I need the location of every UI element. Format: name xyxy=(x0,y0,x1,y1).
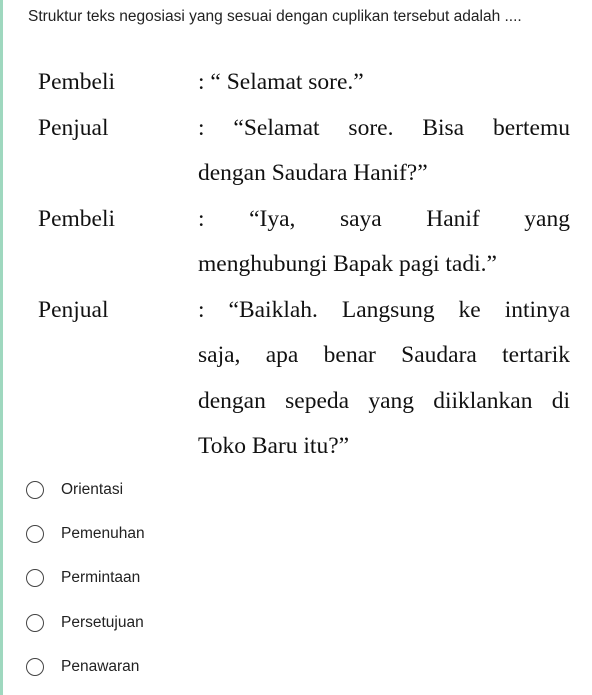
utterance-line: : “ Selamat sore.” xyxy=(198,69,364,95)
utterance xyxy=(198,60,570,106)
speaker-label: Penjual xyxy=(38,296,109,323)
utterance-line: dengan Saudara Hanif?” xyxy=(198,160,428,186)
speaker-label: Penjual xyxy=(38,114,109,141)
utterance-line: : “Iya, saya Hanif yang xyxy=(198,205,570,232)
left-accent-bar xyxy=(0,0,3,695)
dialog-turn xyxy=(38,197,570,288)
utterance-line: Toko Baru itu?” xyxy=(198,433,350,459)
option-label: Pemenuhan xyxy=(61,525,145,543)
utterance-line: saja, apa benar Saudara tertarik xyxy=(198,342,570,368)
utterance xyxy=(198,106,570,197)
speaker-label: Pembeli xyxy=(38,69,116,95)
option-label: Orientasi xyxy=(61,481,124,499)
radio-button-icon[interactable] xyxy=(26,525,44,543)
radio-button-icon[interactable] xyxy=(26,569,44,587)
option-label: Permintaan xyxy=(61,569,141,587)
radio-button-icon[interactable] xyxy=(26,658,44,676)
negotiation-excerpt xyxy=(38,60,570,470)
radio-button-icon[interactable] xyxy=(26,614,44,632)
answer-options xyxy=(26,468,145,689)
option-penawaran[interactable] xyxy=(26,645,145,689)
utterance xyxy=(198,288,570,470)
utterance-line: : “Baiklah. Langsung ke intinya xyxy=(198,296,570,323)
utterance-line: menghubungi Bapak pagi tadi.” xyxy=(198,251,497,277)
option-orientasi[interactable] xyxy=(26,468,145,512)
dialog-turn xyxy=(38,106,570,197)
utterance-line: : “Selamat sore. Bisa bertemu xyxy=(198,114,570,141)
option-pemenuhan[interactable] xyxy=(26,512,145,556)
option-persetujuan[interactable] xyxy=(26,601,145,645)
speaker-label: Pembeli xyxy=(38,205,116,232)
option-permintaan[interactable] xyxy=(26,556,145,600)
option-label: Persetujuan xyxy=(61,613,144,631)
utterance xyxy=(198,197,570,288)
radio-button-icon[interactable] xyxy=(26,481,44,499)
dialog-turn xyxy=(38,288,570,470)
question-text: Struktur teks negosiasi yang sesuai dengan cuplikan tersebut adalah .... xyxy=(28,8,522,25)
option-label: Penawaran xyxy=(61,657,140,675)
dialog-turn xyxy=(38,60,570,106)
utterance-line: dengan sepeda yang diiklankan di xyxy=(198,387,570,414)
